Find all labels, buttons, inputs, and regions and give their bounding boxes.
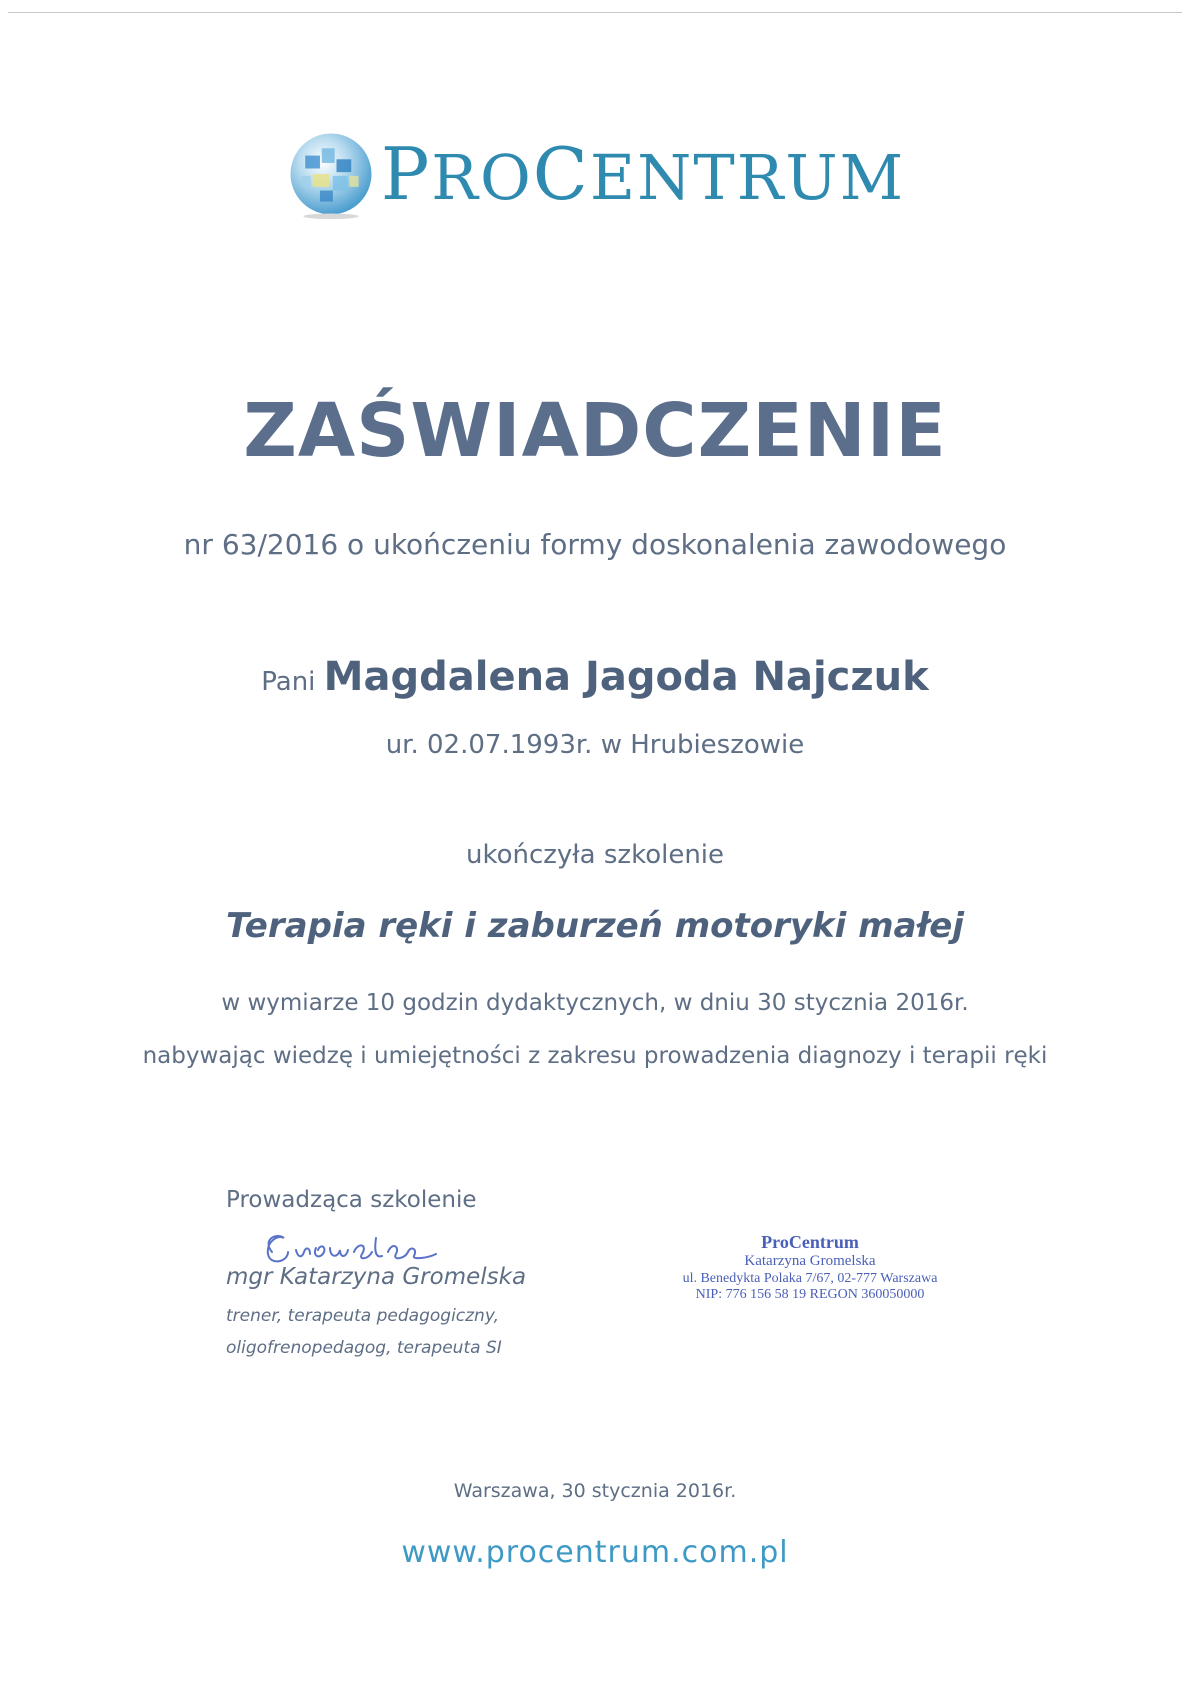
trainer-role-line2: oligofrenopedagog, terapeuta SI [226, 1338, 502, 1358]
trainer-role-line1: trener, terapeuta pedagogiczny, [226, 1306, 499, 1326]
recipient-line [0, 654, 1190, 700]
stamp-owner: Katarzyna Gromelska [744, 1253, 876, 1270]
company-stamp [640, 1232, 980, 1304]
procentrum-logo [0, 128, 1190, 220]
certificate-subtitle: nr 63/2016 o ukończeniu formy doskonalenia zawodowego [183, 528, 1007, 561]
scope-text: nabywając wiedzę i umiejętności z zakresu prowadzenia diagnozy i terapii ręki [142, 1043, 1048, 1069]
stamp-address: ul. Benedykta Polaka 7/67, 02-777 Warszawa [682, 1270, 938, 1286]
logo-letters-ro: RO [431, 141, 533, 214]
logo-letters-entrum: ENTRUM [589, 141, 906, 214]
puzzle-globe-icon [285, 128, 377, 220]
logo-wordmark [380, 132, 906, 216]
birth-info: ur. 02.07.1993r. w Hrubieszowie [385, 730, 805, 760]
top-border-line [8, 12, 1182, 13]
website-url[interactable]: www.procentrum.com.pl [401, 1535, 789, 1570]
hours-text: w wymiarze 10 godzin dydaktycznych, w dniu 30 stycznia 2016r. [221, 990, 969, 1016]
logo-letter-c: C [532, 132, 590, 216]
completed-text: ukończyła szkolenie [465, 840, 725, 870]
stamp-tax-ids: NIP: 776 156 58 19 REGON 360050000 [695, 1287, 925, 1303]
salutation: Pani [261, 667, 316, 697]
trainer-label: Prowadząca szkolenie [226, 1187, 477, 1213]
recipient-name: Magdalena Jagoda Najczuk [323, 654, 929, 700]
logo-letter-p: P [380, 132, 432, 216]
certificate-title: ZAŚWIADCZENIE [243, 388, 947, 474]
trainer-name: mgr Katarzyna Gromelska [226, 1264, 527, 1290]
stamp-company: ProCentrum [761, 1232, 859, 1252]
place-date: Warszawa, 30 stycznia 2016r. [453, 1480, 737, 1502]
course-title: Terapia ręki i zaburzeń motoryki małej [226, 906, 964, 946]
